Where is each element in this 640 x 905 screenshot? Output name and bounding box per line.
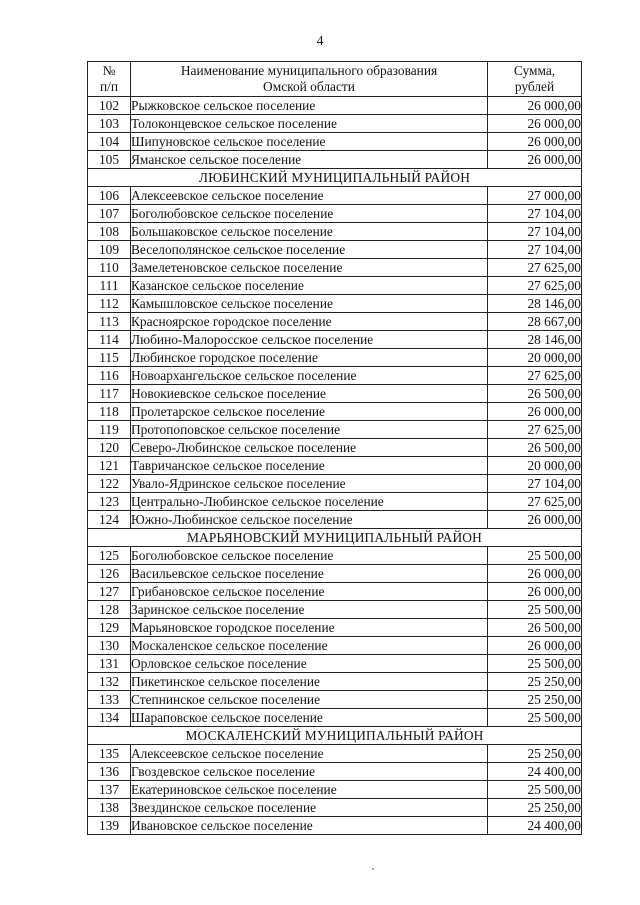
row-number: 119 bbox=[88, 421, 131, 439]
table-row bbox=[88, 475, 582, 493]
row-number: 127 bbox=[88, 583, 131, 601]
amount: 27 625,00 bbox=[488, 367, 582, 385]
header-number-label: № п/п bbox=[99, 63, 119, 94]
row-number: 135 bbox=[88, 745, 131, 763]
row-number: 102 bbox=[88, 97, 131, 115]
amount: 25 250,00 bbox=[488, 691, 582, 709]
table-row bbox=[88, 97, 582, 115]
table-row bbox=[88, 691, 582, 709]
row-number: 139 bbox=[88, 817, 131, 835]
row-number: 110 bbox=[88, 259, 131, 277]
municipality-name: Увало-Ядринское сельское поселение bbox=[131, 475, 488, 493]
amount: 27 104,00 bbox=[488, 205, 582, 223]
municipality-name: Рыжковское сельское поселение bbox=[131, 97, 488, 115]
municipality-name: Боголюбовское сельское поселение bbox=[131, 205, 488, 223]
table-row bbox=[88, 277, 582, 295]
row-number: 129 bbox=[88, 619, 131, 637]
amount: 26 000,00 bbox=[488, 565, 582, 583]
amount: 27 625,00 bbox=[488, 421, 582, 439]
municipality-name: Москаленское сельское поселение bbox=[131, 637, 488, 655]
amount: 26 000,00 bbox=[488, 403, 582, 421]
amount: 25 500,00 bbox=[488, 601, 582, 619]
section-row bbox=[88, 529, 582, 547]
amount: 27 000,00 bbox=[488, 187, 582, 205]
row-number: 111 bbox=[88, 277, 131, 295]
municipality-name: Веселополянское сельское поселение bbox=[131, 241, 488, 259]
row-number: 132 bbox=[88, 673, 131, 691]
table-row bbox=[88, 583, 582, 601]
amount: 28 146,00 bbox=[488, 295, 582, 313]
amount: 27 625,00 bbox=[488, 277, 582, 295]
table-row bbox=[88, 709, 582, 727]
row-number: 106 bbox=[88, 187, 131, 205]
municipality-name: Марьяновское городское поселение bbox=[131, 619, 488, 637]
amount: 27 104,00 bbox=[488, 241, 582, 259]
municipality-name: Алексеевское сельское поселение bbox=[131, 745, 488, 763]
district-heading: МОСКАЛЕНСКИЙ МУНИЦИПАЛЬНЫЙ РАЙОН bbox=[88, 727, 582, 745]
table-row bbox=[88, 439, 582, 457]
municipality-name: Толоконцевское сельское поселение bbox=[131, 115, 488, 133]
amount: 25 250,00 bbox=[488, 799, 582, 817]
municipality-name: Пролетарское сельское поселение bbox=[131, 403, 488, 421]
header-name-label: Наименование муниципального образования Омской области bbox=[180, 63, 438, 94]
table-row bbox=[88, 313, 582, 331]
row-number: 108 bbox=[88, 223, 131, 241]
municipality-name: Шараповское сельское поселение bbox=[131, 709, 488, 727]
table-row bbox=[88, 295, 582, 313]
table-row bbox=[88, 187, 582, 205]
section-row bbox=[88, 169, 582, 187]
row-number: 103 bbox=[88, 115, 131, 133]
municipality-name: Боголюбовское сельское поселение bbox=[131, 547, 488, 565]
table-row bbox=[88, 151, 582, 169]
table-row bbox=[88, 637, 582, 655]
page-number: 4 bbox=[316, 34, 324, 49]
table-row bbox=[88, 223, 582, 241]
table-row bbox=[88, 421, 582, 439]
municipality-name: Южно-Любинское сельское поселение bbox=[131, 511, 488, 529]
table-row bbox=[88, 601, 582, 619]
row-number: 117 bbox=[88, 385, 131, 403]
table-row bbox=[88, 403, 582, 421]
row-number: 109 bbox=[88, 241, 131, 259]
scan-speck bbox=[372, 868, 374, 870]
municipality-name: Алексеевское сельское поселение bbox=[131, 187, 488, 205]
table-row bbox=[88, 511, 582, 529]
municipality-name: Заринское сельское поселение bbox=[131, 601, 488, 619]
table-row bbox=[88, 547, 582, 565]
row-number: 113 bbox=[88, 313, 131, 331]
row-number: 107 bbox=[88, 205, 131, 223]
row-number: 134 bbox=[88, 709, 131, 727]
amount: 28 667,00 bbox=[488, 313, 582, 331]
row-number: 130 bbox=[88, 637, 131, 655]
table-row bbox=[88, 799, 582, 817]
municipality-name: Протопоповское сельское поселение bbox=[131, 421, 488, 439]
municipality-name: Любино-Малоросское сельское поселение bbox=[131, 331, 488, 349]
table-row bbox=[88, 565, 582, 583]
row-number: 116 bbox=[88, 367, 131, 385]
amount: 20 000,00 bbox=[488, 457, 582, 475]
amount: 26 000,00 bbox=[488, 511, 582, 529]
amount: 27 625,00 bbox=[488, 493, 582, 511]
amount: 26 000,00 bbox=[488, 97, 582, 115]
table-row bbox=[88, 493, 582, 511]
municipality-name: Васильевское сельское поселение bbox=[131, 565, 488, 583]
municipality-name: Большаковское сельское поселение bbox=[131, 223, 488, 241]
municipality-name: Новоархангельское сельское поселение bbox=[131, 367, 488, 385]
table-row bbox=[88, 205, 582, 223]
allocation-table bbox=[87, 61, 582, 835]
row-number: 125 bbox=[88, 547, 131, 565]
amount: 26 500,00 bbox=[488, 439, 582, 457]
row-number: 126 bbox=[88, 565, 131, 583]
municipality-name: Грибановское сельское поселение bbox=[131, 583, 488, 601]
amount: 25 250,00 bbox=[488, 673, 582, 691]
table-row bbox=[88, 349, 582, 367]
table-row bbox=[88, 133, 582, 151]
amount: 27 625,00 bbox=[488, 259, 582, 277]
table-row bbox=[88, 259, 582, 277]
row-number: 115 bbox=[88, 349, 131, 367]
row-number: 128 bbox=[88, 601, 131, 619]
amount: 26 500,00 bbox=[488, 619, 582, 637]
amount: 25 500,00 bbox=[488, 655, 582, 673]
header-sum-label: Сумма, рублей bbox=[513, 63, 556, 94]
district-heading: ЛЮБИНСКИЙ МУНИЦИПАЛЬНЫЙ РАЙОН bbox=[88, 169, 582, 187]
row-number: 118 bbox=[88, 403, 131, 421]
municipality-name: Гвоздевское сельское поселение bbox=[131, 763, 488, 781]
table-row bbox=[88, 619, 582, 637]
row-number: 112 bbox=[88, 295, 131, 313]
municipality-name: Центрально-Любинское сельское поселение bbox=[131, 493, 488, 511]
header-number bbox=[88, 62, 131, 97]
municipality-name: Яманское сельское поселение bbox=[131, 151, 488, 169]
municipality-name: Екатериновское сельское поселение bbox=[131, 781, 488, 799]
municipality-name: Звездинское сельское поселение bbox=[131, 799, 488, 817]
amount: 26 500,00 bbox=[488, 385, 582, 403]
table-body bbox=[88, 97, 582, 835]
municipality-name: Пикетинское сельское поселение bbox=[131, 673, 488, 691]
municipality-name: Степнинское сельское поселение bbox=[131, 691, 488, 709]
row-number: 114 bbox=[88, 331, 131, 349]
row-number: 133 bbox=[88, 691, 131, 709]
row-number: 104 bbox=[88, 133, 131, 151]
table-row bbox=[88, 367, 582, 385]
municipality-name: Красноярское городское поселение bbox=[131, 313, 488, 331]
municipality-name: Замелетеновское сельское поселение bbox=[131, 259, 488, 277]
table-row bbox=[88, 817, 582, 835]
row-number: 131 bbox=[88, 655, 131, 673]
amount: 20 000,00 bbox=[488, 349, 582, 367]
row-number: 121 bbox=[88, 457, 131, 475]
municipality-name: Любинское городское поселение bbox=[131, 349, 488, 367]
amount: 27 104,00 bbox=[488, 475, 582, 493]
amount: 26 000,00 bbox=[488, 115, 582, 133]
table-row bbox=[88, 385, 582, 403]
header-name bbox=[131, 62, 488, 97]
table-row bbox=[88, 655, 582, 673]
municipality-name: Новокиевское сельское поселение bbox=[131, 385, 488, 403]
municipality-name: Тавричанское сельское поселение bbox=[131, 457, 488, 475]
amount: 26 000,00 bbox=[488, 133, 582, 151]
amount: 25 500,00 bbox=[488, 709, 582, 727]
amount: 26 000,00 bbox=[488, 637, 582, 655]
amount: 24 400,00 bbox=[488, 763, 582, 781]
amount: 25 500,00 bbox=[488, 547, 582, 565]
municipality-name: Шипуновское сельское поселение bbox=[131, 133, 488, 151]
municipality-name: Орловское сельское поселение bbox=[131, 655, 488, 673]
table-header-row bbox=[88, 62, 582, 97]
amount: 24 400,00 bbox=[488, 817, 582, 835]
row-number: 137 bbox=[88, 781, 131, 799]
table-row bbox=[88, 115, 582, 133]
amount: 26 000,00 bbox=[488, 151, 582, 169]
municipality-name: Казанское сельское поселение bbox=[131, 277, 488, 295]
row-number: 123 bbox=[88, 493, 131, 511]
table-row bbox=[88, 331, 582, 349]
row-number: 136 bbox=[88, 763, 131, 781]
row-number: 120 bbox=[88, 439, 131, 457]
amount: 27 104,00 bbox=[488, 223, 582, 241]
amount: 25 250,00 bbox=[488, 745, 582, 763]
amount: 25 500,00 bbox=[488, 781, 582, 799]
table-row bbox=[88, 241, 582, 259]
table-row bbox=[88, 457, 582, 475]
table-row bbox=[88, 763, 582, 781]
municipality-name: Ивановское сельское поселение bbox=[131, 817, 488, 835]
table-row bbox=[88, 673, 582, 691]
amount: 28 146,00 bbox=[488, 331, 582, 349]
municipality-name: Северо-Любинское сельское поселение bbox=[131, 439, 488, 457]
amount: 26 000,00 bbox=[488, 583, 582, 601]
row-number: 124 bbox=[88, 511, 131, 529]
table-row bbox=[88, 781, 582, 799]
row-number: 122 bbox=[88, 475, 131, 493]
header-sum bbox=[488, 62, 582, 97]
municipality-name: Камышловское сельское поселение bbox=[131, 295, 488, 313]
table-row bbox=[88, 745, 582, 763]
row-number: 138 bbox=[88, 799, 131, 817]
row-number: 105 bbox=[88, 151, 131, 169]
section-row bbox=[88, 727, 582, 745]
district-heading: МАРЬЯНОВСКИЙ МУНИЦИПАЛЬНЫЙ РАЙОН bbox=[88, 529, 582, 547]
